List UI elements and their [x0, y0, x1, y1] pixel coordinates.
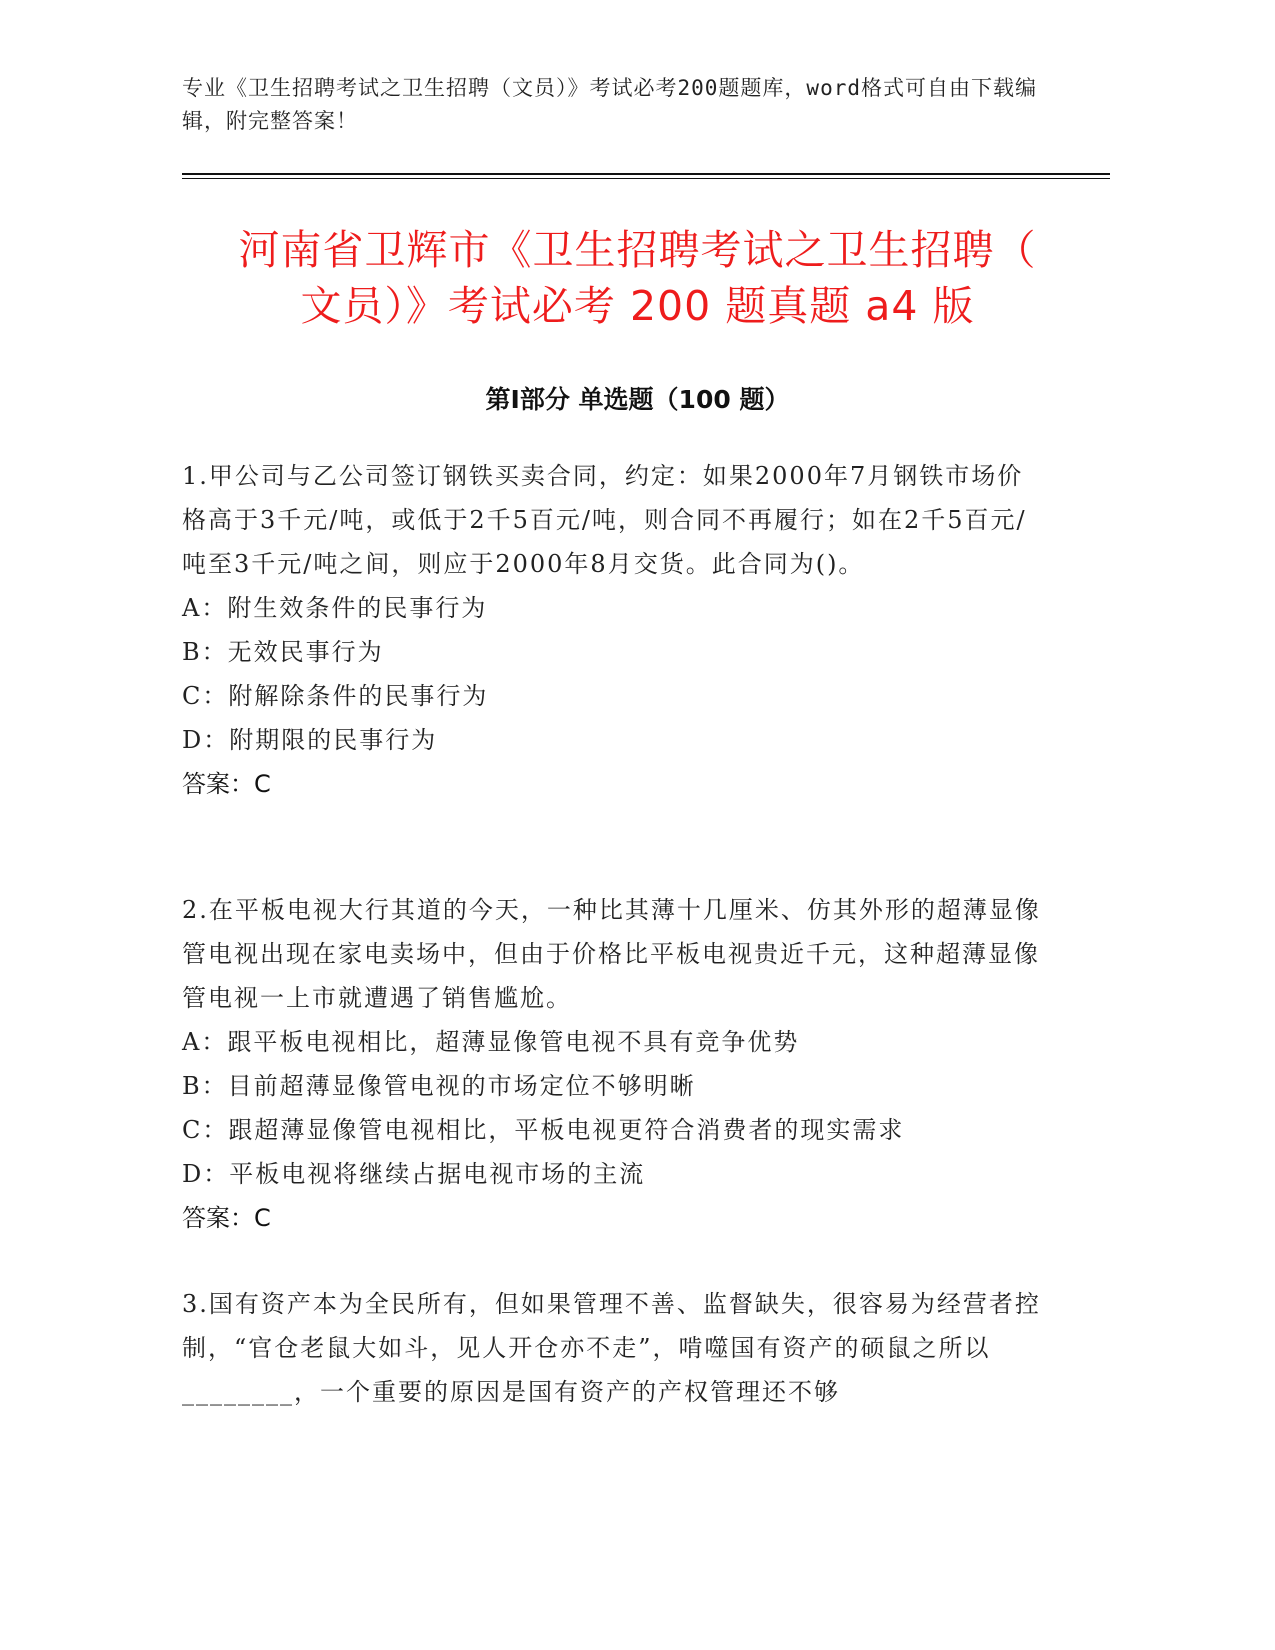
option-d: D：附期限的民事行为 [182, 726, 438, 754]
answer: 答案：C [182, 1204, 271, 1232]
document-title-line-1: 河南省卫辉市《卫生招聘考试之卫生招聘（ [238, 226, 1037, 274]
document-title [160, 222, 1115, 334]
option-a: A：跟平板电视相比，超薄显像管电视不具有竞争优势 [182, 1028, 800, 1056]
option-d: D：平板电视将继续占据电视市场的主流 [182, 1160, 646, 1188]
question-1 [182, 454, 1042, 806]
header-divider-thick [182, 173, 1110, 175]
header-divider-thin [182, 178, 1110, 179]
question-stem: 3.国有资产本为全民所有，但如果管理不善、监督缺失，很容易为经营者控制，“官仓老鼠大如斗，见人开仓亦不走”，啃噬国有资产的硕鼠之所以________，一个重要的原因是国有资产的产权管理还不够 [182, 1290, 1041, 1406]
header-note: 专业《卫生招聘考试之卫生招聘（文员）》考试必考200题题库，word格式可自由下载编辑，附完整答案！ [182, 76, 1037, 133]
section-heading: 第Ⅰ部分 单选题（100 题） [485, 385, 790, 414]
option-b: B：无效民事行为 [182, 638, 384, 666]
option-c: C：附解除条件的民事行为 [182, 682, 489, 710]
option-c: C：跟超薄显像管电视相比，平板电视更符合消费者的现实需求 [182, 1116, 905, 1144]
question-2 [182, 888, 1042, 1240]
option-b: B：目前超薄显像管电视的市场定位不够明晰 [182, 1072, 696, 1100]
document-title-line-2: 文员）》考试必考 200 题真题 a4 版 [300, 282, 975, 330]
answer: 答案：C [182, 770, 271, 798]
question-stem: 2.在平板电视大行其道的今天，一种比其薄十几厘米、仿其外形的超薄显像管电视出现在家电卖场中，但由于价格比平板电视贵近千元，这种超薄显像管电视一上市就遭遇了销售尴尬。 [182, 896, 1041, 1012]
question-3 [182, 1282, 1042, 1414]
question-stem: 1.甲公司与乙公司签订钢铁买卖合同，约定：如果2000年7月钢铁市场价格高于3千元/吨，或低于2千5百元/吨，则合同不再履行；如在2千5百元/吨至3千元/吨之间，则应于2000年8月交货。此合同为()。 [182, 462, 1027, 578]
option-a: A：附生效条件的民事行为 [182, 594, 488, 622]
